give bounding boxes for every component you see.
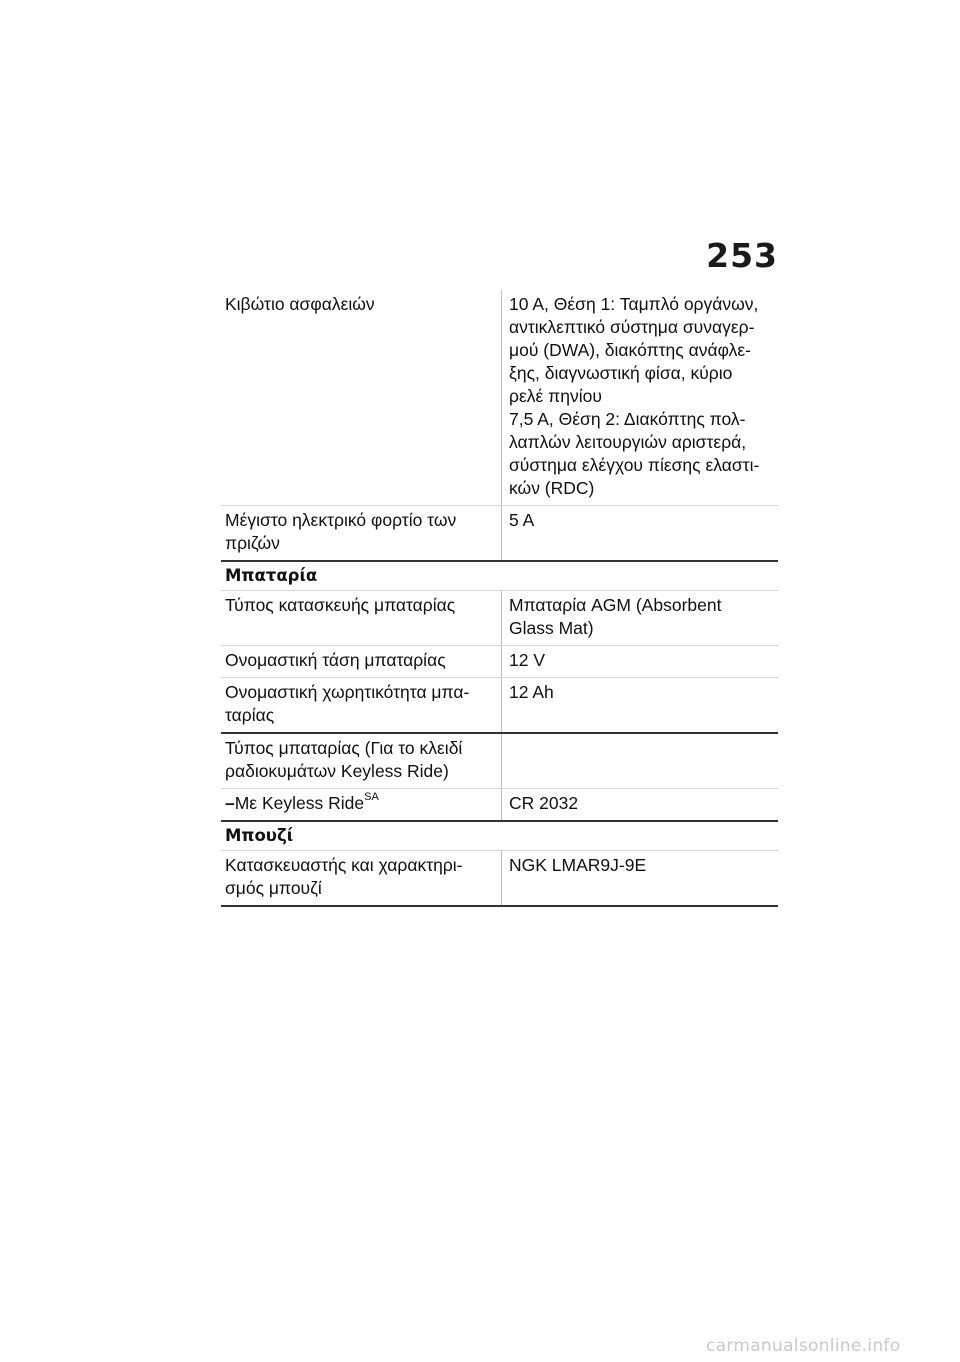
dash-prefix: – bbox=[225, 793, 235, 813]
fuse-box-value bbox=[502, 290, 779, 506]
fuse-box-value-line: σύστημα ελέγχου πίεσης ελαστι- bbox=[509, 455, 760, 475]
battery-capacity-value: 12 Ah bbox=[502, 678, 779, 734]
battery-type-value-line: Μπαταρία AGM (Absorbent bbox=[509, 595, 722, 615]
battery-type-value bbox=[502, 591, 779, 646]
section-heading-spark-plug bbox=[221, 821, 778, 851]
socket-load-label-line: πριζών bbox=[225, 533, 280, 553]
battery-capacity-label bbox=[221, 678, 502, 734]
fuse-box-value-line: μού (DWA), διακόπτης ανάφλε- bbox=[509, 340, 751, 360]
table-row-battery-capacity bbox=[221, 678, 778, 734]
fuse-box-value-line: 7,5 A, Θέση 2: Διακόπτης πολ- bbox=[509, 409, 746, 429]
socket-load-label bbox=[221, 506, 502, 562]
fuse-box-value-line: ξης, διαγνωστική φίσα, κύριο bbox=[509, 363, 733, 383]
table-row-battery-voltage bbox=[221, 646, 778, 678]
fuse-box-value-line: κών (RDC) bbox=[509, 478, 595, 498]
table-row-socket-load bbox=[221, 506, 778, 562]
battery-voltage-label: Ονομαστική τάση μπαταρίας bbox=[221, 646, 502, 678]
special-accessory-superscript: SA bbox=[364, 791, 379, 804]
key-battery-type-label-line: ραδιοκυμάτων Keyless Ride) bbox=[225, 761, 449, 781]
socket-load-value: 5 A bbox=[502, 506, 779, 562]
key-battery-type-value bbox=[502, 733, 779, 789]
table-row-key-battery-type bbox=[221, 733, 778, 789]
key-battery-type-label bbox=[221, 733, 502, 789]
specifications-table bbox=[221, 290, 778, 907]
spark-plug-label-line: σμός μπουζί bbox=[225, 878, 322, 898]
fuse-box-label: Κιβώτιο ασφαλειών bbox=[221, 290, 502, 506]
spark-plug-label bbox=[221, 851, 502, 907]
keyless-ride-value: CR 2032 bbox=[502, 789, 779, 822]
battery-capacity-label-line: ταρίας bbox=[225, 705, 275, 725]
fuse-box-value-line: 10 A, Θέση 1: Ταμπλό οργάνων, bbox=[509, 294, 759, 314]
fuse-box-value-line: ρελέ πηνίου bbox=[509, 386, 602, 406]
spark-plug-label-line: Κατασκευαστής και χαρακτηρι- bbox=[225, 855, 463, 875]
table-row-spark-plug bbox=[221, 851, 778, 907]
battery-capacity-label-line: Ονομαστική χωρητικότητα μπα- bbox=[225, 682, 470, 702]
battery-type-value-line: Glass Mat) bbox=[509, 618, 594, 638]
battery-type-label: Τύπος κατασκευής μπαταρίας bbox=[221, 591, 502, 646]
socket-load-label-line: Μέγιστο ηλεκτρικό φορτίο των bbox=[225, 510, 457, 530]
fuse-box-value-line: λαπλών λειτουργιών αριστερά, bbox=[509, 432, 747, 452]
site-watermark: carmanualsonline.info bbox=[706, 1336, 901, 1356]
battery-voltage-value: 12 V bbox=[502, 646, 779, 678]
table-row-fuse-box bbox=[221, 290, 778, 506]
table-row-keyless-ride bbox=[221, 789, 778, 822]
keyless-ride-label bbox=[221, 789, 502, 822]
page-number: 253 bbox=[706, 236, 778, 275]
battery-heading: Μπαταρία bbox=[221, 561, 778, 591]
table-row-battery-type bbox=[221, 591, 778, 646]
section-heading-battery bbox=[221, 561, 778, 591]
spark-plug-value: NGK LMAR9J-9E bbox=[502, 851, 779, 907]
keyless-ride-label-text: Με Keyless Ride bbox=[234, 793, 365, 813]
spark-plug-heading: Μπουζί bbox=[221, 821, 778, 851]
fuse-box-value-line: αντικλεπτικό σύστημα συναγερ- bbox=[509, 317, 755, 337]
key-battery-type-label-line: Τύπος μπαταρίας (Για το κλειδί bbox=[225, 738, 463, 758]
